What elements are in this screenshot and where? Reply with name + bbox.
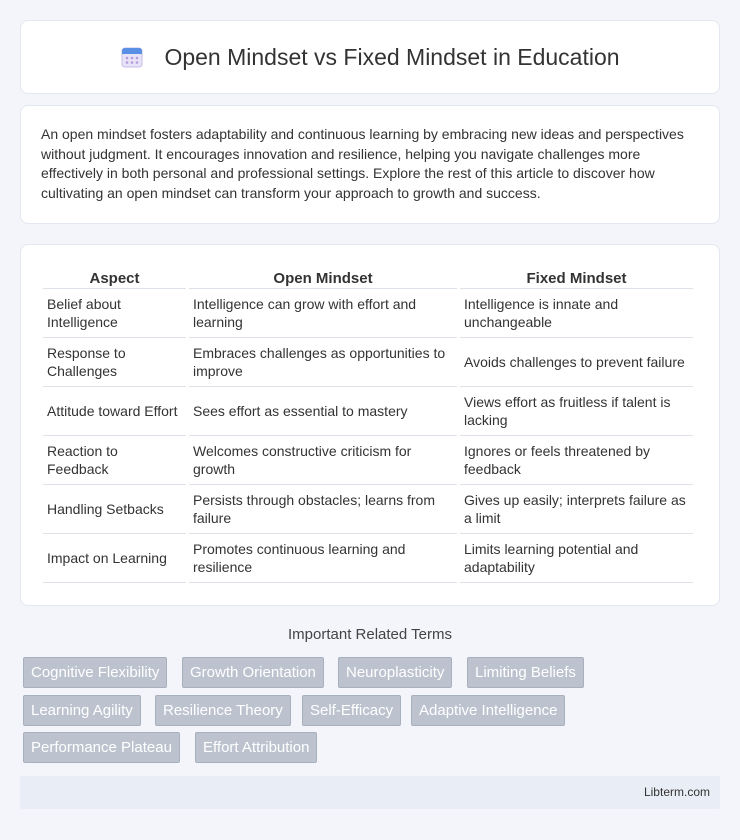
tag-limiting-beliefs[interactable]: Limiting Beliefs xyxy=(467,657,584,688)
intro-text: An open mindset fosters adaptability and continuous learning by embracing new ideas and perspectives without judgment. It encourages innovation and resilience, helping you navigate challenges more effectively in both personal and professional settings. Explore the rest of this article to discover how cultivating an open mindset can transform your approach to growth and success. xyxy=(41,126,684,201)
fixed-cell: Intelligence is innate and unchangeable xyxy=(460,289,693,338)
tag-growth-orientation[interactable]: Growth Orientation xyxy=(182,657,324,688)
aspect-cell: Impact on Learning xyxy=(43,534,186,583)
intro-card xyxy=(20,105,720,224)
tag-self-efficacy[interactable]: Self-Efficacy xyxy=(302,695,401,726)
open-cell: Sees effort as essential to mastery xyxy=(189,387,457,436)
tag-adaptive-intelligence[interactable]: Adaptive Intelligence xyxy=(411,695,565,726)
tag-effort-attribution[interactable]: Effort Attribution xyxy=(195,732,317,763)
page-title: Open Mindset vs Fixed Mindset in Education xyxy=(164,43,620,70)
table-row xyxy=(43,485,693,534)
open-cell: Embraces challenges as opportunities to improve xyxy=(189,338,457,387)
aspect-cell: Reaction to Feedback xyxy=(43,436,186,485)
header-aspect: Aspect xyxy=(43,265,186,289)
aspect-cell: Belief about Intelligence xyxy=(43,289,186,338)
fixed-cell: Views effort as fruitless if talent is lacking xyxy=(460,387,693,436)
comparison-table xyxy=(40,265,696,583)
footer xyxy=(20,776,720,809)
tag-neuroplasticity[interactable]: Neuroplasticity xyxy=(338,657,452,688)
table-row xyxy=(43,289,693,338)
tag-cognitive-flexibility[interactable]: Cognitive Flexibility xyxy=(23,657,167,688)
tag-learning-agility[interactable]: Learning Agility xyxy=(23,695,141,726)
open-cell: Promotes continuous learning and resilience xyxy=(189,534,457,583)
header-card xyxy=(20,20,720,94)
fixed-cell: Avoids challenges to prevent failure xyxy=(460,338,693,387)
open-cell: Welcomes constructive criticism for growth xyxy=(189,436,457,485)
table-row xyxy=(43,534,693,583)
open-cell: Persists through obstacles; learns from failure xyxy=(189,485,457,534)
footer-link[interactable]: Libterm.com xyxy=(643,785,710,799)
aspect-cell: Attitude toward Effort xyxy=(43,387,186,436)
table-row xyxy=(43,338,693,387)
table-row xyxy=(43,387,693,436)
fixed-cell: Limits learning potential and adaptability xyxy=(460,534,693,583)
fixed-cell: Gives up easily; interprets failure as a limit xyxy=(460,485,693,534)
header-fixed-mindset: Fixed Mindset xyxy=(460,265,693,289)
calendar-icon xyxy=(120,45,144,69)
fixed-cell: Ignores or feels threatened by feedback xyxy=(460,436,693,485)
header-open-mindset: Open Mindset xyxy=(189,265,457,289)
related-terms-title: Important Related Terms xyxy=(288,626,452,643)
table-header-row xyxy=(43,265,693,289)
aspect-cell: Handling Setbacks xyxy=(43,485,186,534)
tag-performance-plateau[interactable]: Performance Plateau xyxy=(23,732,180,763)
aspect-cell: Response to Challenges xyxy=(43,338,186,387)
open-cell: Intelligence can grow with effort and learning xyxy=(189,289,457,338)
table-row xyxy=(43,436,693,485)
comparison-card xyxy=(20,244,720,606)
tag-resilience-theory[interactable]: Resilience Theory xyxy=(155,695,291,726)
